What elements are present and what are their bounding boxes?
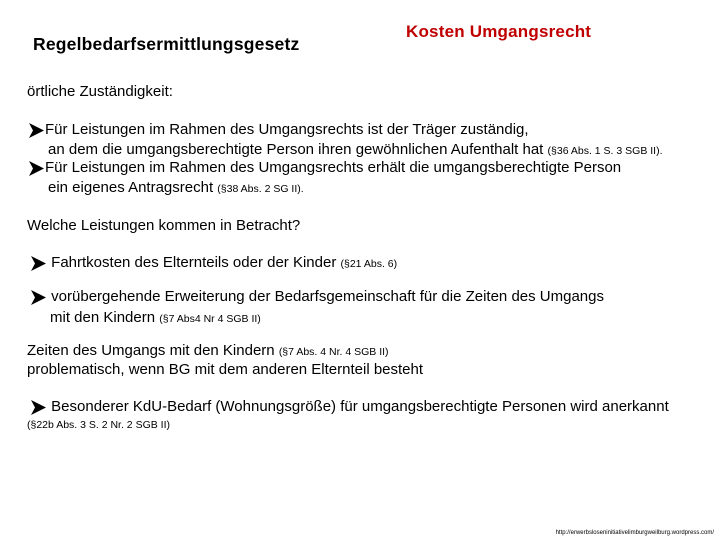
bullet-3-reference: (§21 Abs. 6) <box>340 258 398 270</box>
bullet-2-continuation <box>48 179 304 196</box>
arrow-bullet-icon <box>30 288 47 306</box>
bullet-3-text: Fahrtkosten des Elternteils oder der Kinder <box>51 254 337 271</box>
bullet-5 <box>30 398 669 416</box>
footer-url[interactable]: http://erwerbsloseninitiativelimburgweilburg.wordpress.com/ <box>555 530 714 536</box>
arrow-bullet-icon <box>30 254 47 272</box>
bullet-2-line-2: ein eigenes Antragsrecht <box>48 179 214 196</box>
note-line-1 <box>27 342 389 359</box>
note-text: Zeiten des Umgangs mit den Kindern <box>27 342 275 359</box>
bullet-1-continuation <box>48 141 663 158</box>
arrow-bullet-icon <box>28 159 45 177</box>
section-heading-leistungen: Welche Leistungen kommen in Betracht? <box>27 217 301 234</box>
bullet-2-reference: (§38 Abs. 2 SG II). <box>217 183 304 195</box>
note-reference: (§7 Abs. 4 Nr. 4 SGB II) <box>278 346 389 358</box>
bullet-4 <box>30 288 604 306</box>
bullet-4-line-2: mit den Kindern <box>50 309 156 326</box>
page-title: Regelbedarfsermittlungsgesetz <box>33 34 300 54</box>
bullet-2-line-1: Für Leistungen im Rahmen des Umgangsrechts erhält die umgangsberechtigte Person <box>45 159 622 176</box>
bullet-5-text: Besonderer KdU-Bedarf (Wohnungsgröße) für umgangsberechtigte Personen wird anerkannt <box>51 398 669 415</box>
arrow-bullet-icon <box>30 398 47 416</box>
bullet-4-continuation <box>50 309 261 326</box>
bullet-4-line-1: vorübergehende Erweiterung der Bedarfsgemeinschaft für die Zeiten des Umgangs <box>51 288 604 305</box>
bullet-1 <box>28 121 529 139</box>
bullet-1-line-1: Für Leistungen im Rahmen des Umgangsrechts ist der Träger zuständig, <box>45 121 529 138</box>
arrow-bullet-icon <box>28 121 45 139</box>
slide-topic: Kosten Umgangsrecht <box>406 22 592 41</box>
bullet-4-reference: (§7 Abs4 Nr 4 SGB II) <box>159 313 261 325</box>
bullet-1-reference: (§36 Abs. 1 S. 3 SGB II). <box>547 145 663 157</box>
section-heading-zustaendigkeit: örtliche Zuständigkeit: <box>27 83 173 100</box>
bullet-1-line-2: an dem die umgangsberechtigte Person ihren gewöhnlichen Aufenthalt hat <box>48 141 544 158</box>
bullet-5-reference: (§22b Abs. 3 S. 2 Nr. 2 SGB II) <box>27 419 170 431</box>
bullet-3 <box>30 254 397 272</box>
bullet-2 <box>28 159 621 177</box>
note-line-2: problematisch, wenn BG mit dem anderen Elternteil besteht <box>27 361 424 378</box>
